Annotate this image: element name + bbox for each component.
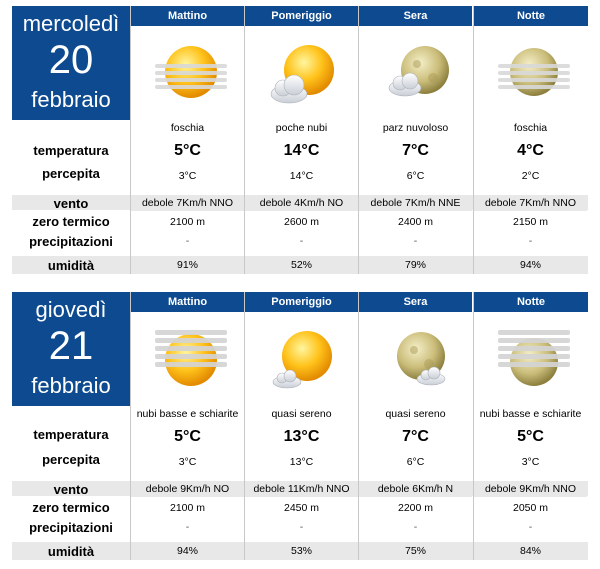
precipitation-value: - [413,235,418,247]
period-header-mattino: Mattino [131,292,244,312]
period-pomeriggio [245,312,358,560]
freezing-level-value: 2600 m [283,216,320,228]
precipitation-value: - [299,521,304,533]
period-pomeriggio [245,26,358,274]
freezing-level-value: 2400 m [397,216,434,228]
humidity-value: 79% [359,257,472,274]
weekday: mercoledì [22,11,120,36]
label-percepita: percepita [42,452,100,467]
label-precipitazioni: precipitazioni [29,520,113,535]
condition-text: foschia [170,122,205,134]
period-header-pomeriggio: Pomeriggio [245,292,358,312]
condition-text: nubi basse e schiarite [479,408,582,420]
period-sera [359,26,472,274]
date-box [12,6,130,120]
period-header-pomeriggio: Pomeriggio [245,6,358,26]
date-box [12,292,130,406]
period-notte [474,26,587,274]
perceived-value: 6°C [406,170,425,182]
perceived-value: 3°C [521,456,540,468]
wind-value: debole 7Km/h NNO [131,196,244,211]
period-notte [474,312,587,560]
freezing-level-value: 2100 m [169,502,206,514]
temperature-value: 13°C [283,428,320,445]
label-zero-termico: zero termico [32,214,110,229]
sun-cloud-icon [267,324,343,396]
period-sera [359,312,472,560]
temperature-value: 7°C [402,428,429,445]
humidity-value: 53% [245,543,358,560]
precipitation-value: - [185,521,190,533]
sun-cloud-icon [267,38,343,110]
wind-value: debole 7Km/h NNE [359,196,472,211]
wind-value: debole 9Km/h NO [131,482,244,497]
forecast-day-2 [12,292,588,560]
precipitation-value: - [528,521,533,533]
humidity-value: 91% [131,257,244,274]
moon-cloud-icon [381,38,457,110]
humidity-value: 94% [131,543,244,560]
perceived-value: 14°C [289,170,314,182]
freezing-level-value: 2200 m [397,502,434,514]
period-mattino [131,312,244,560]
condition-text: parz nuvoloso [382,122,449,134]
month: febbraio [31,87,111,112]
perceived-value: 2°C [521,170,540,182]
freezing-level-value: 2450 m [283,502,320,514]
period-header-sera: Sera [359,6,472,26]
condition-text: nubi basse e schiarite [136,408,239,420]
day-number: 21 [48,324,94,368]
freezing-level-value: 2100 m [169,216,206,228]
label-percepita: percepita [42,166,100,181]
sun-fog-icon [153,38,229,110]
wind-value: debole 6Km/h N [359,482,472,497]
condition-text: foschia [513,122,548,134]
period-mattino [131,26,244,274]
precipitation-value: - [528,235,533,247]
period-header-notte: Notte [474,292,588,312]
temperature-value: 4°C [517,142,544,159]
forecast-day-1 [12,6,588,274]
freezing-level-value: 2150 m [512,216,549,228]
period-header-sera: Sera [359,292,472,312]
period-header-mattino: Mattino [131,6,244,26]
perceived-value: 6°C [406,456,425,468]
perceived-value: 3°C [178,456,197,468]
label-zero-termico: zero termico [32,500,110,515]
precipitation-value: - [413,521,418,533]
temperature-value: 5°C [174,428,201,445]
humidity-value: 75% [359,543,472,560]
label-temperatura: temperatura [33,143,109,158]
label-umidita: umidità [47,544,95,559]
wind-value: debole 9Km/h NNO [474,482,587,497]
wind-value: debole 7Km/h NNO [474,196,587,211]
wind-value: debole 11Km/h NNO [245,482,358,497]
weekday: giovedì [35,297,107,322]
humidity-value: 84% [474,543,587,560]
temperature-value: 5°C [517,428,544,445]
precipitation-value: - [299,235,304,247]
label-precipitazioni: precipitazioni [29,234,113,249]
condition-text: quasi sereno [385,408,446,420]
label-vento: vento [53,196,89,211]
day-number: 20 [48,38,94,82]
label-vento: vento [53,482,89,497]
moon-fog-icon [496,38,572,110]
humidity-value: 52% [245,257,358,274]
month: febbraio [31,373,111,398]
label-temperatura: temperatura [33,427,109,442]
condition-text: quasi sereno [271,408,332,420]
moon-lowcloud-icon [496,324,572,396]
precipitation-value: - [185,235,190,247]
label-umidita: umidità [47,258,95,273]
perceived-value: 13°C [289,456,314,468]
moon-cloud-icon [381,324,457,396]
sun-lowcloud-icon [153,324,229,396]
wind-value: debole 4Km/h NO [245,196,358,211]
humidity-value: 94% [474,257,587,274]
period-header-notte: Notte [474,6,588,26]
freezing-level-value: 2050 m [512,502,549,514]
temperature-value: 14°C [283,142,320,159]
temperature-value: 5°C [174,142,201,159]
condition-text: poche nubi [275,122,328,134]
perceived-value: 3°C [178,170,197,182]
temperature-value: 7°C [402,142,429,159]
